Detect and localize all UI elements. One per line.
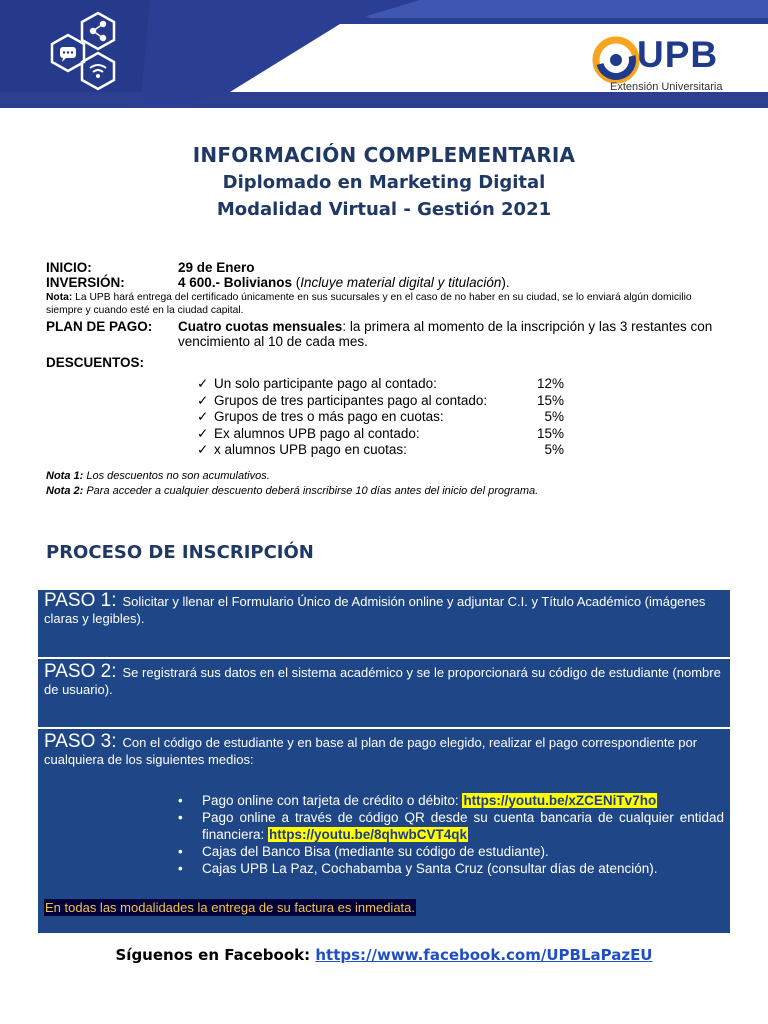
inversion-amount: 4 600.- Bolivianos bbox=[178, 275, 293, 290]
payment-bisa-text: Cajas del Banco Bisa (mediante su código de estudiante). bbox=[202, 844, 549, 859]
discount-list bbox=[178, 376, 578, 459]
step-1-text: Solicitar y llenar el Formulario Único de Admisión online y adjuntar C.I. y Título Académico (imágenes claras y legibles). bbox=[44, 594, 706, 626]
inversion-label: INVERSIÓN: bbox=[46, 275, 125, 290]
note-1 bbox=[46, 469, 726, 484]
descuentos-label: DESCUENTOS: bbox=[46, 355, 145, 370]
nota-text: La UPB hará entrega del certificado únicamente en sus sucursales y en el caso de no haber en su ciudad, se lo enviará algún domicilio siempre y cuando esté en la ciudad capital. bbox=[46, 292, 692, 316]
qr-payment-link[interactable]: https://youtu.be/8qhwbCVT4qk bbox=[269, 827, 468, 842]
info-row-descuentos bbox=[46, 355, 726, 370]
inversion-detail: Incluye material digital y titulación bbox=[300, 275, 502, 290]
facebook-link[interactable]: https://www.facebook.com/UPBLaPazEU bbox=[315, 946, 653, 964]
paren-open: ( bbox=[292, 275, 301, 290]
discount-text: Grupos de tres o más pago en cuotas: bbox=[214, 409, 444, 424]
list-item bbox=[178, 860, 724, 877]
step-2-text: Se registrará sus datos en el sistema académico y se le proporcionará su código de estudiante (nombre de usuario). bbox=[44, 665, 721, 697]
note-2-label: Nota 2: bbox=[46, 484, 84, 497]
step-2 bbox=[38, 659, 730, 729]
certificate-note bbox=[46, 291, 726, 317]
step-3-label: PASO 3: bbox=[44, 731, 117, 752]
note-1-label: Nota 1: bbox=[46, 469, 84, 482]
checkmark-icon: ✓ bbox=[197, 409, 209, 424]
plan-value bbox=[178, 319, 726, 349]
step-2-label: PASO 2: bbox=[44, 661, 117, 682]
brand-subtitle: Extensión Universitaria bbox=[610, 81, 723, 93]
info-row-plan bbox=[46, 319, 726, 349]
list-item bbox=[178, 792, 724, 809]
invoice-note: En todas las modalidades la entrega de su factura es inmediata. bbox=[45, 900, 416, 915]
list-item bbox=[178, 409, 578, 426]
nota-label: Nota: bbox=[46, 292, 73, 303]
brand-name: UPB bbox=[637, 34, 719, 75]
payment-card-text: Pago online con tarjeta de crédito o débito: bbox=[202, 793, 463, 808]
process-steps bbox=[38, 590, 730, 935]
checkmark-icon: ✓ bbox=[197, 392, 209, 408]
list-item bbox=[178, 376, 578, 393]
discount-text: Grupos de tres participantes pago al contado: bbox=[214, 392, 488, 408]
note-2-text: Para acceder a cualquier descuento deberá inscribirse 10 días antes del inicio del programa. bbox=[83, 484, 539, 497]
payment-qr-text: Pago online a través de código QR desde su cuenta bancaria de cualquier entidad financiera: bbox=[202, 810, 724, 842]
payment-upb-text: Cajas UPB La Paz, Cochabamba y Santa Cruz (consultar días de atención). bbox=[202, 861, 658, 876]
info-row-inversion bbox=[46, 275, 726, 290]
inversion-value bbox=[178, 275, 726, 290]
step-1-label: PASO 1: bbox=[44, 590, 117, 611]
checkmark-icon: ✓ bbox=[197, 425, 209, 441]
title-modality: Modalidad Virtual - Gestión 2021 bbox=[216, 199, 552, 220]
payment-methods bbox=[178, 792, 724, 877]
inicio-value: 29 de Enero bbox=[178, 260, 255, 275]
note-1-text: Los descuentos no son acumulativos. bbox=[83, 469, 270, 482]
program-info bbox=[46, 260, 726, 499]
discount-percent: 15% bbox=[536, 392, 564, 408]
list-item bbox=[178, 442, 578, 459]
list-item bbox=[178, 426, 578, 443]
footer-label: Síguenos en Facebook: bbox=[115, 946, 316, 964]
card-payment-link[interactable]: https://youtu.be/xZCENiTv7ho bbox=[463, 793, 657, 808]
title-main: INFORMACIÓN COMPLEMENTARIA bbox=[192, 143, 576, 167]
discount-text: Un solo participante pago al contado: bbox=[214, 376, 437, 391]
document-title bbox=[0, 141, 768, 223]
step-3 bbox=[38, 729, 730, 935]
plan-bold: Cuatro cuotas mensuales bbox=[178, 319, 343, 334]
title-program: Diplomado en Marketing Digital bbox=[222, 172, 546, 193]
note-2 bbox=[46, 484, 726, 499]
discount-percent: 12% bbox=[536, 376, 564, 391]
plan-label: PLAN DE PAGO: bbox=[46, 319, 153, 334]
discount-percent: 5% bbox=[544, 409, 564, 424]
step-1 bbox=[38, 590, 730, 659]
discount-percent: 15% bbox=[536, 425, 564, 441]
list-item bbox=[178, 393, 578, 410]
list-item bbox=[178, 809, 724, 843]
inicio-label: INICIO: bbox=[46, 260, 92, 275]
header-banner bbox=[0, 0, 768, 108]
process-title: PROCESO DE INSCRIPCIÓN bbox=[46, 542, 314, 563]
discount-text: x alumnos UPB pago en cuotas: bbox=[214, 442, 407, 457]
checkmark-icon: ✓ bbox=[197, 376, 209, 391]
plan-text: : la primera al momento de la inscripción y las 3 restantes con vencimiento al 10 de cada mes. bbox=[178, 319, 713, 349]
paren-close: ). bbox=[501, 275, 510, 290]
discount-percent: 5% bbox=[544, 442, 564, 457]
checkmark-icon: ✓ bbox=[197, 442, 209, 457]
info-row-inicio bbox=[46, 260, 726, 275]
step-3-text: Con el código de estudiante y en base al plan de pago elegido, realizar el pago correspondiente por cualquiera de los siguientes medios: bbox=[44, 735, 698, 767]
discount-notes bbox=[46, 469, 726, 499]
discount-text: Ex alumnos UPB pago al contado: bbox=[214, 425, 420, 441]
list-item bbox=[178, 843, 724, 860]
footer-facebook bbox=[0, 946, 768, 964]
